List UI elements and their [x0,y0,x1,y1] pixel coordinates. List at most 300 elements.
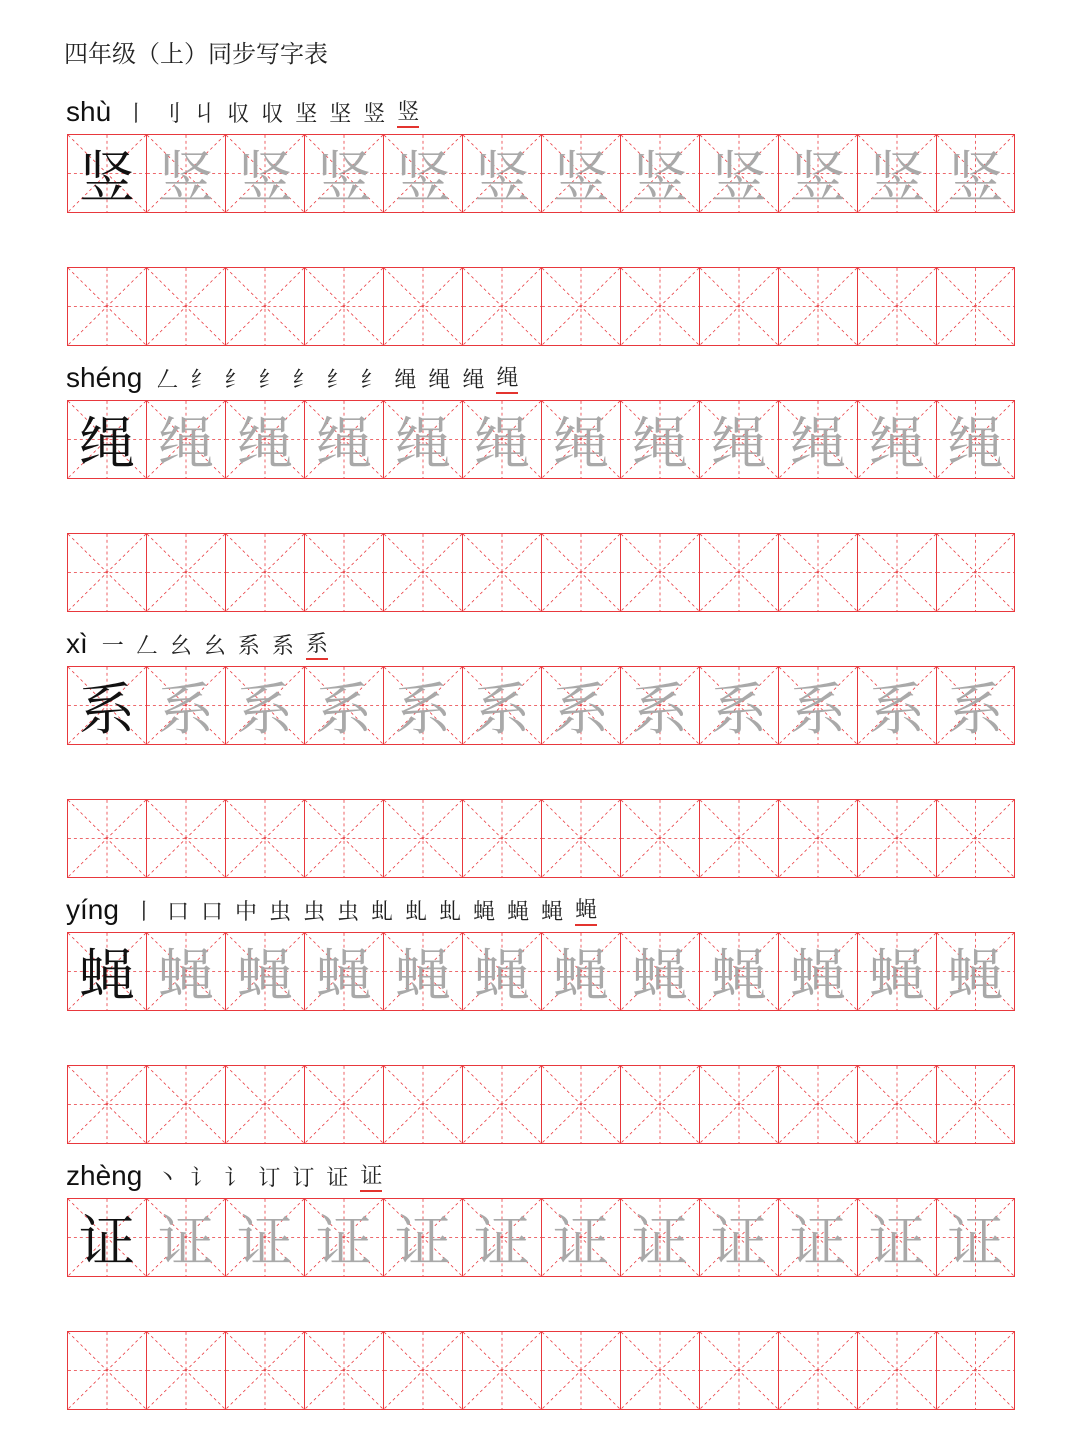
trace-character: 蝇 [237,943,293,1009]
practice-cell[interactable] [699,267,778,346]
trace-row [67,400,1015,479]
pinyin-stroke-line [66,886,609,926]
pinyin: yíng [66,894,119,925]
cell-guides [937,1066,1014,1143]
cell-guides [463,800,541,877]
trace-cell [225,400,304,479]
practice-cell[interactable] [146,533,225,612]
trace-cell [620,932,699,1011]
practice-cell[interactable] [383,533,462,612]
cell-guides [384,800,462,877]
practice-cell[interactable] [541,267,620,346]
stroke-step: 绳 [428,368,451,393]
cell-guides [700,1066,778,1143]
trace-character: 竖 [237,145,293,211]
practice-cell[interactable] [383,267,462,346]
cell-guides [937,800,1014,877]
cell-guides [147,534,225,611]
cell-guides [858,534,936,611]
cell-guides [147,800,225,877]
trace-character: 证 [869,1209,925,1275]
stroke-step: 坚 [329,102,352,127]
practice-cell[interactable] [225,1065,304,1144]
trace-character: 绳 [947,411,1004,477]
trace-cell [620,1198,699,1277]
stroke-step: 纟 [292,368,315,393]
practice-cell[interactable] [462,1065,541,1144]
trace-cell [699,666,778,745]
stroke-step: 纟 [258,368,281,393]
practice-cell[interactable] [225,533,304,612]
practice-cell[interactable] [541,533,620,612]
trace-character: 系 [474,677,530,743]
cell-guides [384,1332,462,1409]
page-title: 四年级（上）同步写字表 [64,40,328,68]
cell-guides [305,268,383,345]
trace-cell [936,932,1015,1011]
stroke-step: 刂 [159,102,182,127]
model-character: 绳 [79,411,135,477]
trace-cell [778,932,857,1011]
trace-cell [225,932,304,1011]
cell-guides [779,800,857,877]
trace-cell [225,1198,304,1277]
practice-cell[interactable] [304,799,383,878]
model-cell [67,400,146,479]
trace-character: 系 [553,677,609,743]
trace-character: 绳 [395,411,451,477]
cell-guides [305,534,383,611]
stroke-step: 讠 [190,1166,213,1191]
trace-character: 证 [474,1209,530,1275]
pinyin: xì [66,628,88,659]
cell-guides [542,534,620,611]
practice-cell[interactable] [857,799,936,878]
practice-cell[interactable] [699,533,778,612]
trace-cell [146,666,225,745]
trace-cell [778,400,857,479]
cell-guides [937,534,1014,611]
trace-character: 蝇 [395,943,451,1009]
trace-cell [699,1198,778,1277]
trace-row [67,1198,1015,1277]
stroke-step: 虬 [405,900,428,925]
trace-cell [383,1198,462,1277]
practice-cell[interactable] [67,267,146,346]
trace-character: 绳 [869,411,925,477]
trace-row [67,932,1015,1011]
trace-character: 系 [316,677,372,743]
cell-guides [384,1066,462,1143]
cell-guides [542,1066,620,1143]
trace-character: 蝇 [947,943,1004,1009]
cell-guides [226,800,304,877]
practice-cell[interactable] [778,533,857,612]
stroke-step: 収 [261,102,284,127]
stroke-step: 蝇 [575,898,597,926]
trace-cell [857,932,936,1011]
model-cell [67,1198,146,1277]
trace-character: 绳 [316,411,372,477]
trace-cell [620,134,699,213]
trace-row [67,134,1015,213]
trace-cell [462,400,541,479]
trace-cell [462,932,541,1011]
trace-character: 绳 [158,411,214,477]
pinyin-stroke-line [66,88,431,128]
stroke-step: 纟 [224,368,247,393]
practice-cell[interactable] [225,799,304,878]
trace-character: 证 [316,1209,372,1275]
trace-cell [541,400,620,479]
trace-character: 竖 [316,145,372,211]
stroke-step: 竖 [397,100,419,128]
practice-cell[interactable] [620,1065,699,1144]
cell-guides [779,268,857,345]
stroke-step: 虬 [439,900,462,925]
practice-cell[interactable] [936,1331,1015,1410]
practice-cell[interactable] [620,1331,699,1410]
cell-guides [621,800,699,877]
practice-cell[interactable] [304,267,383,346]
stroke-step: 讠 [224,1166,247,1191]
practice-cell[interactable] [936,533,1015,612]
cell-guides [384,268,462,345]
practice-cell[interactable] [778,1331,857,1410]
trace-cell [146,134,225,213]
stroke-step: 虫 [337,900,360,925]
practice-cell[interactable] [462,267,541,346]
practice-cell[interactable] [699,799,778,878]
trace-character: 绳 [237,411,293,477]
practice-cell[interactable] [146,267,225,346]
stroke-step: 订 [292,1166,315,1191]
trace-character: 系 [711,677,767,743]
practice-cell[interactable] [857,1065,936,1144]
cell-guides [384,534,462,611]
trace-character: 系 [869,677,925,743]
trace-cell [699,134,778,213]
trace-cell [620,400,699,479]
trace-character: 蝇 [316,943,372,1009]
stroke-step: 系 [237,634,260,659]
stroke-step: 订 [258,1166,281,1191]
model-cell [67,134,146,213]
model-character: 蝇 [79,943,135,1009]
practice-cell[interactable] [620,267,699,346]
cell-guides [68,800,146,877]
practice-row [67,1065,1015,1144]
practice-cell[interactable] [462,1331,541,1410]
stroke-step: 蝇 [473,900,496,925]
trace-cell [462,666,541,745]
stroke-step: 一 [101,634,124,659]
stroke-step: 竖 [363,102,386,127]
trace-character: 证 [632,1209,688,1275]
stroke-step: 丨 [132,900,155,925]
trace-cell [936,666,1015,745]
cell-guides [700,534,778,611]
pinyin-stroke-line [66,354,530,394]
trace-cell [146,400,225,479]
trace-character: 蝇 [711,943,767,1009]
cell-guides [700,268,778,345]
trace-character: 绳 [474,411,530,477]
trace-character: 绳 [790,411,846,477]
trace-character: 系 [947,677,1004,743]
trace-character: 竖 [158,145,214,211]
trace-cell [541,666,620,745]
cell-guides [542,268,620,345]
stroke-step: 𠃋 [135,634,158,659]
cell-guides [621,268,699,345]
practice-cell[interactable] [383,1331,462,1410]
trace-character: 蝇 [632,943,688,1009]
stroke-step: 𠃋 [156,368,179,393]
trace-cell [383,400,462,479]
practice-cell[interactable] [462,533,541,612]
cell-guides [700,800,778,877]
practice-cell[interactable] [620,533,699,612]
trace-character: 竖 [553,145,609,211]
practice-cell[interactable] [699,1065,778,1144]
practice-cell[interactable] [304,1065,383,1144]
trace-character: 蝇 [553,943,609,1009]
stroke-order [125,96,431,128]
cell-guides [147,1332,225,1409]
practice-cell[interactable] [225,1331,304,1410]
stroke-step: 幺 [203,634,226,659]
trace-cell [225,134,304,213]
trace-cell [857,400,936,479]
practice-cell[interactable] [67,1331,146,1410]
practice-cell[interactable] [383,799,462,878]
practice-cell[interactable] [541,1065,620,1144]
pinyin-stroke-line [66,620,340,660]
cell-guides [68,1332,146,1409]
trace-character: 证 [553,1209,609,1275]
cell-guides [68,1066,146,1143]
cell-guides [226,534,304,611]
practice-row [67,267,1015,346]
cell-guides [700,1332,778,1409]
stroke-step: 蝇 [507,900,530,925]
cell-guides [779,534,857,611]
practice-cell[interactable] [857,533,936,612]
trace-cell [620,666,699,745]
cell-guides [305,800,383,877]
trace-cell [857,134,936,213]
trace-character: 竖 [790,145,846,211]
trace-character: 证 [947,1209,1004,1275]
cell-guides [463,534,541,611]
trace-cell [699,932,778,1011]
practice-cell[interactable] [67,533,146,612]
stroke-step: 中 [234,900,257,925]
trace-cell [225,666,304,745]
cell-guides [779,1332,857,1409]
trace-cell [383,134,462,213]
trace-character: 竖 [947,145,1004,211]
stroke-step: 绳 [462,368,485,393]
cell-guides [937,1332,1014,1409]
practice-cell[interactable] [778,799,857,878]
trace-character: 证 [395,1209,451,1275]
cell-guides [858,800,936,877]
stroke-order [102,628,340,660]
practice-cell[interactable] [936,1065,1015,1144]
trace-character: 系 [158,677,214,743]
cell-guides [226,1332,304,1409]
practice-cell[interactable] [462,799,541,878]
trace-cell [778,134,857,213]
pinyin: zhèng [66,1160,143,1191]
stroke-step: 纟 [360,368,383,393]
cell-guides [305,1332,383,1409]
trace-cell [462,134,541,213]
cell-guides [542,1332,620,1409]
stroke-step: 系 [306,632,328,660]
cell-guides [463,1332,541,1409]
practice-cell[interactable] [541,799,620,878]
trace-cell [146,1198,225,1277]
trace-cell [383,666,462,745]
trace-cell [936,134,1015,213]
trace-cell [857,1198,936,1277]
practice-cell[interactable] [67,1065,146,1144]
practice-cell[interactable] [146,799,225,878]
stroke-step: 坚 [295,102,318,127]
cell-guides [147,1066,225,1143]
model-character: 竖 [79,145,135,211]
trace-cell [304,666,383,745]
stroke-step: 证 [326,1166,349,1191]
trace-cell [936,1198,1015,1277]
stroke-step: 丶 [156,1166,179,1191]
trace-character: 竖 [474,145,530,211]
trace-cell [304,932,383,1011]
trace-character: 绳 [711,411,767,477]
stroke-step: 幺 [169,634,192,659]
practice-cell[interactable] [857,1331,936,1410]
trace-character: 证 [237,1209,293,1275]
trace-cell [304,1198,383,1277]
practice-cell[interactable] [620,799,699,878]
trace-character: 蝇 [158,943,214,1009]
model-character: 系 [79,677,135,743]
cell-guides [937,268,1014,345]
trace-cell [541,134,620,213]
trace-character: 系 [237,677,293,743]
trace-cell [936,400,1015,479]
stroke-step: 収 [227,102,250,127]
stroke-step: 绳 [496,366,518,394]
trace-character: 蝇 [474,943,530,1009]
stroke-step: 纟 [190,368,213,393]
stroke-step: 纟 [326,368,349,393]
trace-character: 系 [790,677,846,743]
stroke-step: 虫 [303,900,326,925]
practice-cell[interactable] [699,1331,778,1410]
practice-cell[interactable] [778,267,857,346]
trace-character: 绳 [632,411,688,477]
pinyin: shéng [66,362,143,393]
stroke-step: 丨 [125,102,148,127]
trace-character: 竖 [395,145,451,211]
practice-row [67,799,1015,878]
pinyin: shù [66,96,112,127]
trace-cell [778,666,857,745]
stroke-step: 丩 [193,102,216,127]
trace-character: 证 [711,1209,767,1275]
model-cell [67,666,146,745]
trace-row [67,666,1015,745]
trace-cell [146,932,225,1011]
stroke-order [156,362,530,394]
cell-guides [858,1066,936,1143]
trace-character: 证 [158,1209,214,1275]
practice-cell[interactable] [304,1331,383,1410]
cell-guides [68,268,146,345]
practice-cell[interactable] [936,267,1015,346]
practice-cell[interactable] [146,1065,225,1144]
stroke-step: 口 [166,900,189,925]
stroke-step: 证 [360,1164,382,1192]
trace-cell [462,1198,541,1277]
cell-guides [858,1332,936,1409]
practice-cell[interactable] [67,799,146,878]
stroke-step: 口 [200,900,223,925]
cell-guides [305,1066,383,1143]
trace-cell [383,932,462,1011]
practice-cell[interactable] [541,1331,620,1410]
cell-guides [858,268,936,345]
cell-guides [542,800,620,877]
trace-cell [541,932,620,1011]
trace-cell [699,400,778,479]
cell-guides [621,534,699,611]
practice-cell[interactable] [304,533,383,612]
cell-guides [621,1066,699,1143]
trace-cell [857,666,936,745]
practice-row [67,533,1015,612]
trace-cell [541,1198,620,1277]
trace-character: 竖 [869,145,925,211]
practice-cell[interactable] [225,267,304,346]
cell-guides [68,534,146,611]
practice-cell[interactable] [146,1331,225,1410]
practice-cell[interactable] [936,799,1015,878]
trace-character: 蝇 [869,943,925,1009]
stroke-step: 虫 [269,900,292,925]
trace-character: 系 [632,677,688,743]
practice-cell[interactable] [778,1065,857,1144]
trace-character: 系 [395,677,451,743]
trace-cell [778,1198,857,1277]
cell-guides [226,1066,304,1143]
practice-row [67,1331,1015,1410]
model-character: 证 [79,1209,135,1275]
practice-cell[interactable] [383,1065,462,1144]
practice-cell[interactable] [857,267,936,346]
pinyin-stroke-line [66,1152,394,1192]
cell-guides [621,1332,699,1409]
cell-guides [147,268,225,345]
trace-character: 竖 [711,145,767,211]
trace-cell [304,400,383,479]
trace-character: 竖 [632,145,688,211]
trace-character: 蝇 [790,943,846,1009]
